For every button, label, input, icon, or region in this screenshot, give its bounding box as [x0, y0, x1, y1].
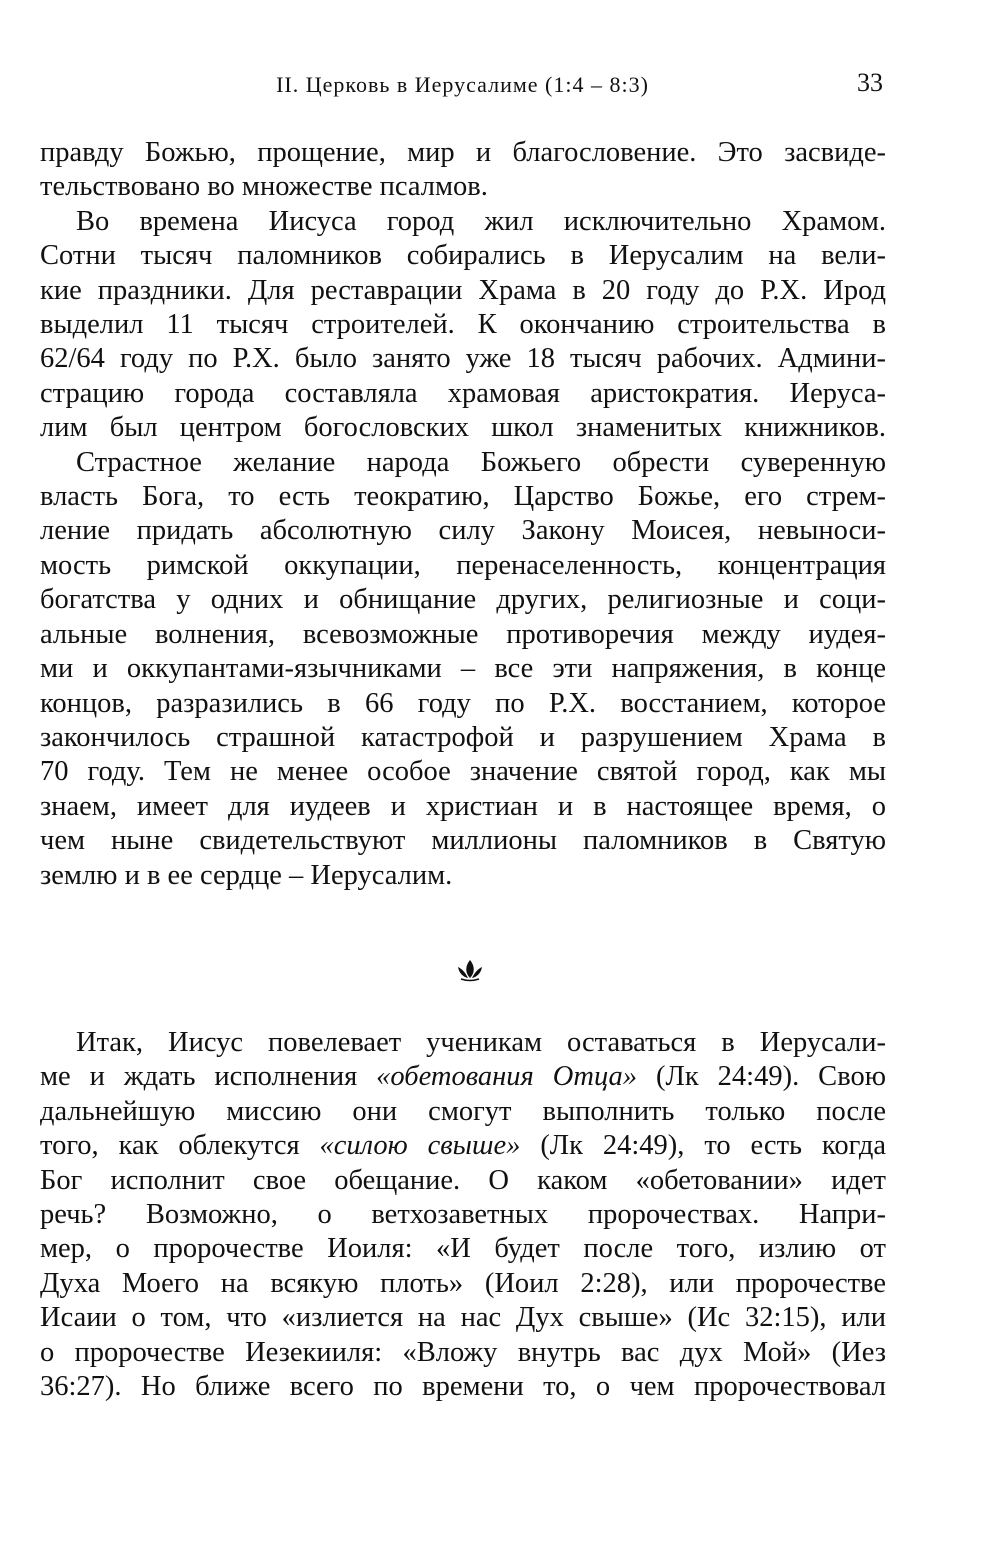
text-line	[40, 1060, 886, 1094]
text-line: ление придать абсолютную силу Закону Моисея, невыноси-	[40, 515, 886, 547]
paragraph	[40, 205, 886, 446]
text-line: Итак, Иисус повелевает ученикам оставаться в Иерусали-	[76, 1027, 886, 1058]
paragraph	[40, 136, 886, 205]
text-line: власть Бога, то есть теократию, Царство Божье, его стрем-	[40, 481, 886, 513]
text-line: концов, разразились в 66 году по Р.Х. восстанием, которое	[40, 687, 886, 719]
text-line: знаем, имеет для иудеев и христиан и в настоящее время, о	[40, 790, 886, 822]
text-line: Во времена Иисуса город жил исключительно Храмом.	[76, 205, 886, 237]
text-line: ми и оккупантами-язычниками – все эти напряжения, в конце	[40, 653, 886, 685]
lotus-ornament-icon	[455, 958, 485, 982]
text-line: дальнейшую миссию они смогут выполнить только после	[40, 1095, 886, 1127]
text-line: чем ныне свидетельствуют миллионы паломников в Святую	[40, 825, 886, 857]
page-number: 33	[857, 68, 883, 97]
text-line: мер, о пророчестве Иоиля: «И будет после того, излию от	[40, 1233, 886, 1265]
paragraph	[40, 446, 886, 893]
text-run: ме и ждать исполнения	[40, 1061, 377, 1093]
paragraph	[40, 1026, 886, 1404]
section-1-text	[40, 136, 886, 893]
quoted-phrase: «силою свыше»	[319, 1130, 521, 1162]
text-line: мость римской оккупации, перенаселенность, концентрация	[40, 549, 886, 581]
section-2-text	[40, 1026, 886, 1404]
chapter-title: II. Церковь в Иерусалиме (1:4 – 8:3)	[276, 72, 649, 97]
text-line: кие праздники. Для реставрации Храма в 20 году до Р.Х. Ирод	[40, 274, 886, 306]
text-line: лим был центром богословских школ знаменитых книжников.	[40, 412, 886, 444]
text-line	[40, 1129, 886, 1163]
text-line: Страстное желание народа Божьего обрести суверенную	[76, 446, 886, 478]
text-line: Духа Моего на всякую плоть» (Иоил 2:28), или пророчестве	[40, 1267, 886, 1299]
text-line: страцию города составляла храмовая аристократия. Иеруса-	[40, 377, 886, 409]
text-line: богатства у одних и обнищание других, религиозные и соци-	[40, 584, 886, 616]
text-line: 62/64 году по Р.Х. было занято уже 18 тысяч рабочих. Админи-	[40, 343, 886, 375]
text-line: Исаии о том, что «излиется на нас Дух свыше» (Ис 32:15), или	[40, 1302, 886, 1334]
text-line: правду Божью, прощение, мир и благословение. Это засвиде-	[40, 137, 886, 168]
text-line: 70 году. Тем не менее особое значение святой город, как мы	[40, 756, 886, 788]
text-line: о пророчестве Иезекииля: «Вложу внутрь вас дух Мой» (Иез	[40, 1336, 886, 1368]
text-line: выделил 11 тысяч строителей. К окончанию строительства в	[40, 309, 886, 341]
text-line: землю и в ее сердце – Иерусалим.	[40, 859, 453, 891]
text-line: альные волнения, всевозможные противоречия между иудея-	[40, 618, 886, 650]
text-line: речь? Возможно, о ветхозаветных пророчествах. Напри-	[40, 1199, 886, 1231]
text-line: закончилось страшной катастрофой и разрушением Храма в	[40, 721, 886, 753]
text-run: того, как облекутся	[40, 1130, 320, 1162]
text-line: Сотни тысяч паломников собирались в Иерусалим на вели-	[40, 240, 886, 272]
text-line: тельствовано во множестве псалмов.	[40, 171, 488, 203]
running-header	[40, 68, 885, 102]
text-run: (Лк 24:49), то есть когда	[520, 1130, 886, 1162]
text-run: (Лк 24:49). Свою	[637, 1061, 886, 1093]
quoted-phrase: «обетования Отца»	[376, 1061, 638, 1093]
text-line: Бог исполнит свое обещание. О каком «обетовании» идет	[40, 1164, 886, 1196]
text-line: 36:27). Но ближе всего по времени то, о чем пророчествовал	[40, 1371, 886, 1403]
